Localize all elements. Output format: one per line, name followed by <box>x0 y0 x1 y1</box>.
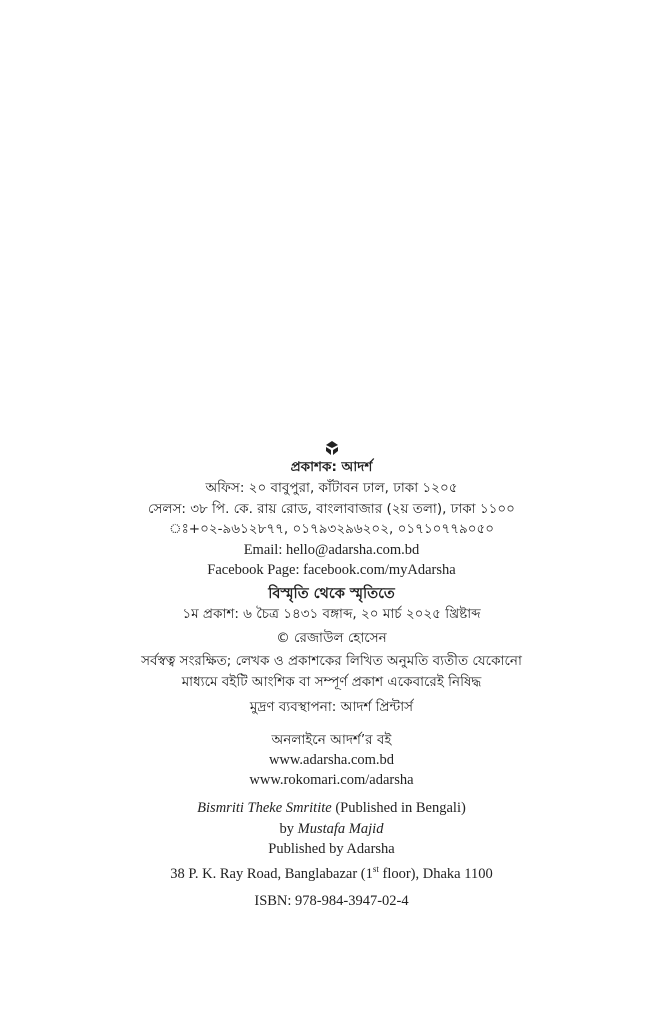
author-line <box>0 820 663 838</box>
address-sup: st <box>372 864 379 874</box>
publisher-label: প্রকাশক: আদর্শ <box>290 459 373 475</box>
copyright: © রেজাউল হোসেন <box>276 630 387 646</box>
published-by: Published by Adarsha <box>268 841 395 857</box>
facebook-page: Facebook Page: facebook.com/myAdarsha <box>207 562 456 578</box>
email: Email: hello@adarsha.com.bd <box>243 542 420 558</box>
phone-numbers: ঃ+০২-৯৬১২৮৭৭, ০১৭৯৩২৯৬২০২, ০১৭১০৭৭৯০৫০ <box>168 521 495 537</box>
address-part: 38 P. K. Ray Road, Banglabazar (1 <box>170 865 373 882</box>
online-label: অনলাইনে আদর্শ’র বই <box>271 732 392 748</box>
book-title: বিস্মৃতি থেকে স্মৃতিতে <box>268 586 395 602</box>
address-part: floor), Dhaka 1100 <box>378 865 493 882</box>
first-edition: ১ম প্রকাশ: ৬ চৈত্র ১৪৩১ বঙ্গাব্দ, ২০ মার্চ ২০২৫ খ্রিষ্টাব্দ <box>182 606 481 622</box>
by-label: by <box>279 821 298 837</box>
publisher-logo-icon <box>324 440 340 456</box>
website-adarsha: www.adarsha.com.bd <box>268 752 395 768</box>
website-rokomari: www.rokomari.com/adarsha <box>249 772 414 788</box>
author-name: Mustafa Majid <box>297 821 384 837</box>
office-address: অফিস: ২০ বাবুপুরা, কাঁটাবন ঢাল, ঢাকা ১২০৫ <box>205 480 458 496</box>
rights-line-2: মাধ্যমে বইটি আংশিক বা সম্পূর্ণ প্রকাশ একেবারেই নিষিদ্ধ <box>181 674 482 690</box>
english-title: Bismriti Theke Smritite <box>197 800 332 816</box>
english-address <box>0 860 663 883</box>
isbn: ISBN: 978-984-3947-02-4 <box>254 893 409 909</box>
rights-line-1: সর্বস্বত্ব সংরক্ষিত; লেখক ও প্রকাশকের লিখিত অনুমতি ব্যতীত যেকোনো <box>141 653 522 669</box>
sales-address: সেলস: ৩৮ পি. কে. রায় রোড, বাংলাবাজার (২য় তলা), ঢাকা ১১০০ <box>148 501 515 517</box>
english-title-line <box>0 799 663 817</box>
printing-management: মুদ্রণ ব্যবস্থাপনা: আদর্শ প্রিন্টার্স <box>249 699 414 715</box>
english-title-note: (Published in Bengali) <box>331 800 466 816</box>
